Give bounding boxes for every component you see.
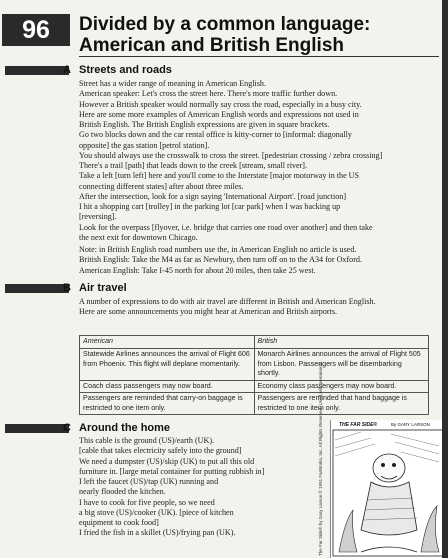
table-cell-british: Monarch Airlines announces the arrival of Flight 505 from Lisbon. Passengers will be disembarking shortly. [254,349,429,381]
table-cell-british: Economy class passengers may now board. [254,380,429,393]
text-line: There's a trail [path] that leads down to the creek [stream, small river]. [79,161,307,170]
text-line: A number of expressions to do with air travel are different in British and American English. [79,297,376,306]
note-line: American English: Take I-45 north for about 20 miles, then take 25 west. [79,265,316,275]
text-line: British English. The British English expressions are given in square brackets. [79,120,330,129]
table-row [80,393,429,415]
text-line: [cable that takes electricity safely into the ground] [79,446,242,456]
air-travel-table [79,335,429,415]
section-a-body [79,79,441,243]
text-line: connecting different states] after about three miles. [79,181,244,191]
text-line: Take a left [turn left] here and you'll come to the Interstate [major motorway in the US [79,171,360,181]
title-rule [79,56,439,57]
text-line: nearly flooded the kitchen. [79,487,166,497]
note-line: Note: in British English road numbers use the, in American English no article is used. [79,245,357,254]
cartoon-byline: By GARY LARSON [391,422,430,427]
text-line: This cable is the ground (US)/earth (UK). [79,436,215,445]
section-a-note [79,245,441,276]
text-line: [reversing]. [79,212,117,222]
table-row [80,349,429,381]
far-side-cartoon [330,420,445,558]
table-row [80,380,429,393]
section-a-letter: A [63,64,71,76]
text-line: American speaker: Let's cross the street here. There's more traffic further down. [79,89,338,99]
title-line-1: Divided by a common language: [79,14,371,35]
text-line: Here are some announcements you might hear at American and British airports. [79,307,338,317]
text-line: You should always use the crosswalk to cross the street. [pedestrian crossing / zebra crossing] [79,150,383,160]
column-header-british: British [254,336,429,349]
text-line: Go two blocks down and the car rental office is kitty-corner to [informal: diagonally [79,130,352,140]
text-line: However a British speaker would normally say cross the road, especially in a busy city. [79,99,362,109]
title-line-2: American and British English [79,35,344,56]
section-c-body [79,436,324,539]
text-line: a big stove (US)/cooker (UK). [piece of kitchen [79,507,234,517]
table-cell-british: Passengers are reminded that hand baggage is restricted to one item only. [254,393,429,415]
text-line: furniture in. [large metal container for putting rubbish in] [79,466,265,476]
table-cell-american: Statewide Airlines announces the arrival of Flight 606 from Phoenix. This flight will deplane momentarily. [80,349,255,381]
copyright-text: The Far Side® by Gary Larson © 1991 FarWorks, Inc. All Rights Reserved. Used with permission. [318,361,323,556]
cartoon-illustration [331,420,445,558]
text-line: We need a dumpster (US)/skip (UK) to put all this old [79,456,255,466]
table-header-row [80,336,429,349]
table-cell-american: Passengers are reminded that carry-on baggage is restricted to one item only. [80,393,255,415]
table-cell-american: Coach class passengers may now board. [80,380,255,393]
cartoon-copyright [318,361,328,558]
section-a-heading: Streets and roads [79,64,172,76]
page-edge-shadow [442,0,448,558]
section-c-letter: C [63,422,71,434]
column-header-american: American [80,336,255,349]
section-b-intro [79,297,441,318]
text-line: Here are some more examples of American English words and expressions not used in [79,109,359,119]
cartoon-title: THE FAR SIDE® [339,422,378,428]
section-b-letter: B [63,282,71,294]
text-line: I have to cook for five people, so we need [79,497,215,507]
text-line: Street has a wider range of meaning in American English. [79,79,266,88]
text-line: the next exit for downtown Chicago. [79,232,198,242]
text-line: opposite] the gas station [petrol station]. [79,140,210,150]
text-line: After the intersection, look for a sign saying 'International Airport'. [road junction] [79,191,347,201]
text-line: I left the faucet (US)/tap (UK) running and [79,477,219,486]
section-b-heading: Air travel [79,282,127,294]
page-title [79,14,439,56]
page-number: 96 [2,14,70,46]
note-line: British English: Take the M4 as far as Newbury, then turn off on to the A34 for Oxford. [79,255,362,265]
text-line: I fried the fish in a skillet (US)/frying pan (UK). [79,528,236,538]
text-line: Look for the overpass [flyover, i.e. bridge that carries one road over another] and then take [79,222,373,232]
text-line: equipment to cook food] [79,518,159,527]
text-line: I hit a shopping cart [trolley] in the parking lot [car park] when I was backing up [79,202,341,211]
section-c-heading: Around the home [79,422,171,434]
